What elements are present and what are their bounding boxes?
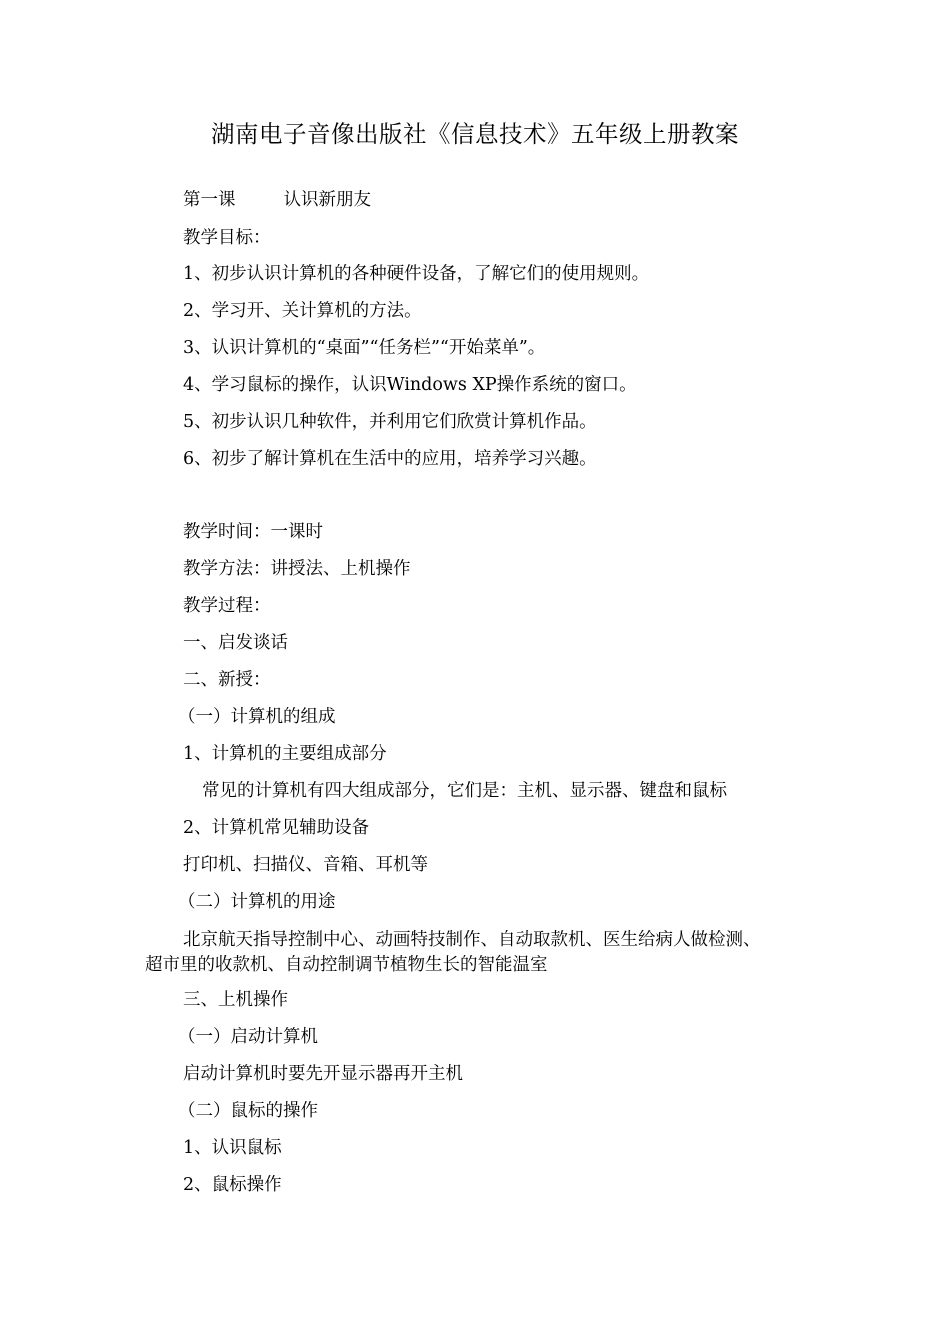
teaching-time: 教学时间：一课时: [183, 522, 323, 542]
page-title: 湖南电子音像出版社《信息技术》五年级上册教案: [211, 120, 739, 148]
subsection-heading: （一）计算机的组成: [178, 707, 336, 727]
paragraph: 超市里的收款机、自动控制调节植物生长的智能温室: [145, 955, 548, 975]
process-heading: 教学过程：: [183, 596, 271, 616]
objective-item: 1、初步认识计算机的各种硬件设备，了解它们的使用规则。: [183, 264, 650, 284]
objective-item: 5、初步认识几种软件，并利用它们欣赏计算机作品。: [183, 412, 597, 432]
subsection-heading: （一）启动计算机: [178, 1027, 318, 1047]
section-heading: 二、新授：: [183, 670, 271, 690]
list-item: 2、鼠标操作: [183, 1175, 282, 1195]
paragraph: 打印机、扫描仪、音箱、耳机等: [183, 855, 428, 875]
objective-item: 2、学习开、关计算机的方法。: [183, 301, 422, 321]
teaching-method: 教学方法：讲授法、上机操作: [183, 559, 411, 579]
section-heading: 三、上机操作: [183, 990, 288, 1010]
objective-item: 4、学习鼠标的操作，认识Windows XP操作系统的窗口。: [183, 375, 637, 395]
section-heading: 一、启发谈话: [183, 633, 288, 653]
lesson-heading: [183, 188, 371, 212]
objective-item: 6、初步了解计算机在生活中的应用，培养学习兴趣。: [183, 449, 597, 469]
list-item: 1、认识鼠标: [183, 1138, 282, 1158]
subsection-heading: （二）鼠标的操作: [178, 1101, 318, 1121]
paragraph: 北京航天指导控制中心、动画特技制作、自动取款机、医生给病人做检测、: [183, 930, 761, 950]
list-item: 2、计算机常见辅助设备: [183, 818, 370, 838]
subsection-heading: （二）计算机的用途: [178, 892, 336, 912]
paragraph: 启动计算机时要先开显示器再开主机: [183, 1064, 463, 1084]
lesson-name: 认识新朋友: [283, 190, 371, 210]
paragraph: 常见的计算机有四大组成部分，它们是：主机、显示器、键盘和鼠标: [202, 781, 727, 801]
objective-item: 3、认识计算机的“桌面”“任务栏”“开始菜单”。: [183, 338, 546, 358]
objectives-heading: 教学目标：: [183, 228, 271, 248]
list-item: 1、计算机的主要组成部分: [183, 744, 387, 764]
lesson-number: 第一课: [183, 190, 236, 210]
